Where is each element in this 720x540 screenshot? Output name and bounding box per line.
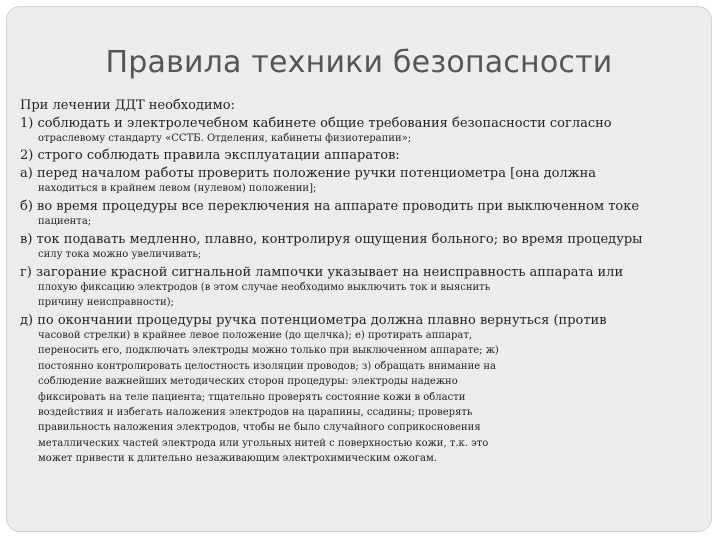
paragraph-continuation-line: часовой стрелки) в крайнее левое положение (до щелчка); е) протирать аппарат, [38, 330, 473, 342]
paragraph [20, 148, 700, 163]
paragraph [20, 265, 700, 311]
paragraph-first-line: б) во время процедуры все переключения на аппарате проводить при выключенном токе [20, 198, 640, 214]
paragraph [20, 232, 700, 263]
paragraph-continuation-line: правильность наложения электродов, чтобы не было случайного соприкосновения [38, 422, 481, 434]
paragraph-first-line: в) ток подавать медленно, плавно, контролируя ощущения больного; во время процедуры [20, 231, 643, 247]
paragraph-first-line: 1) соблюдать и электролечебном кабинете общие требования безопасности согласно [20, 115, 612, 131]
paragraph-continuation-line: фиксировать на теле пациента; тщательно проверять состояние кожи в области [38, 391, 466, 403]
paragraph-continuation-line: постоянно контролировать целостность изоляции проводов; з) обращать внимание на [38, 360, 496, 372]
slide-title: Правила техники безопасности [105, 45, 613, 80]
paragraph-first-line: г) загорание красной сигнальной лампочки указывает на неисправность аппарата или [20, 264, 624, 280]
paragraph-continuation-line: переносить его, подключать электроды можно только при выключенном аппарате; ж) [38, 345, 499, 357]
paragraph [20, 166, 700, 197]
paragraph-first-line: 2) строго соблюдать правила эксплуатации аппаратов: [20, 148, 400, 164]
paragraph-continuation-line: находиться в крайнем левом (нулевом) положении]; [38, 183, 317, 195]
paragraph-continuation-line: воздействия и избегать наложения электродов на царапины, ссадины; проверять [38, 406, 473, 418]
paragraph-first-line: а) перед началом работы проверить положение ручки потенциометра [она должна [20, 165, 597, 181]
paragraph-continuation-line: пациента; [38, 216, 92, 228]
paragraph-first-line: При лечении ДДТ необходимо: [20, 98, 235, 113]
paragraph [20, 199, 700, 230]
paragraph [20, 313, 700, 466]
paragraph-continuation-line: соблюдение важнейших методических сторон процедуры: электроды надежно [38, 376, 458, 388]
paragraph-first-line: д) по окончании процедуры ручка потенциометра должна плавно вернуться (против [20, 312, 607, 328]
paragraph [20, 98, 700, 113]
paragraph-continuation-line: силу тока можно увеличивать; [38, 249, 202, 261]
paragraph-continuation-line: плохую фиксацию электродов (в этом случае необходимо выключить ток и выяснить [38, 281, 491, 293]
slide [6, 6, 712, 532]
paragraph [20, 116, 700, 147]
paragraph-continuation-line: отраслевому стандарту «ССТБ. Отделения, кабинеты физиотерапии»; [38, 132, 412, 144]
paragraph-continuation-line: может привести к длительно незаживающим электрохимическим ожогам. [38, 452, 437, 464]
slide-body [20, 98, 700, 468]
paragraph-continuation-line: металлических частей электрода или угольных нитей с поверхностью кожи, т.к. это [38, 437, 489, 449]
paragraph-continuation-line: причину неисправности); [38, 297, 174, 309]
